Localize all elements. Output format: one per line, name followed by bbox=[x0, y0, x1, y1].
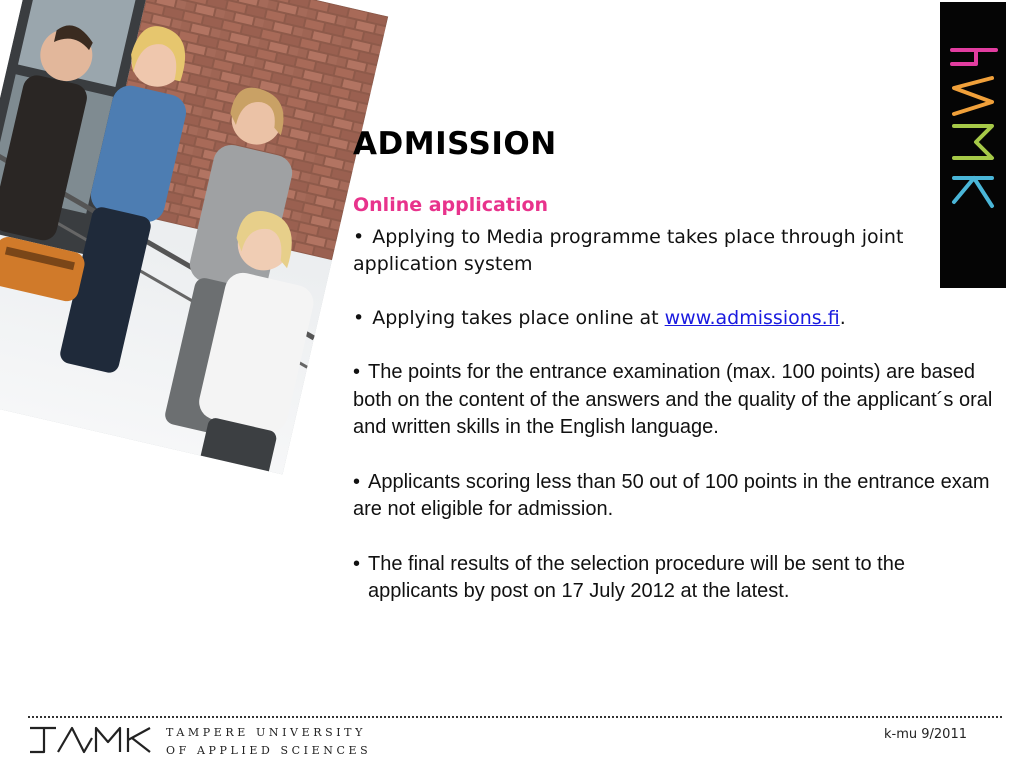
students-photo-illustration bbox=[0, 0, 388, 474]
university-name bbox=[166, 724, 371, 760]
bullet-entrance-points-text: The points for the entrance examination (max. 100 points) are based both on the content of the answers and the quality of the applicant´s oral and written skills in the English language. bbox=[353, 361, 993, 438]
bullet-marker: • bbox=[353, 307, 365, 329]
university-name-line2: OF APPLIED SCIENCES bbox=[166, 744, 372, 757]
admissions-link[interactable]: www.admissions.fi bbox=[664, 307, 840, 329]
online-application-heading: Online application bbox=[353, 194, 549, 216]
bullet-eligibility bbox=[353, 469, 993, 524]
bullet-marker: • bbox=[353, 361, 361, 383]
bullet-eligibility-text: Applicants scoring less than 50 out of 100 points in the entrance exam are not eligible for admission. bbox=[353, 470, 990, 520]
students-photo bbox=[0, 0, 388, 474]
bullet-marker: • bbox=[353, 226, 365, 248]
bullet-final-results bbox=[353, 551, 993, 606]
bullet-joint-application-text: Applying to Media programme takes place through joint application system bbox=[353, 226, 904, 275]
bullet-entrance-points bbox=[353, 359, 993, 442]
university-name-line1: TAMPERE UNIVERSITY bbox=[166, 726, 366, 739]
footer-divider bbox=[28, 716, 1002, 718]
slide-code: k-mu 9/2011 bbox=[884, 727, 967, 742]
bullet-marker: • bbox=[353, 470, 361, 493]
slide-body bbox=[353, 192, 993, 606]
bullet-joint-application bbox=[353, 224, 993, 278]
apply-online-prefix: Applying takes place online at bbox=[372, 307, 665, 329]
bullet-marker: • bbox=[353, 552, 361, 575]
tamk-wordmark-icon bbox=[28, 724, 154, 756]
slide-title: ADMISSION bbox=[353, 126, 557, 162]
apply-online-suffix: . bbox=[839, 307, 846, 329]
bullet-apply-online bbox=[353, 305, 993, 332]
footer-tamk-logo bbox=[28, 724, 154, 761]
bullet-final-results-text: The final results of the selection procedure will be sent to the applicants by post on 17 July 2012 at the latest. bbox=[368, 552, 905, 602]
